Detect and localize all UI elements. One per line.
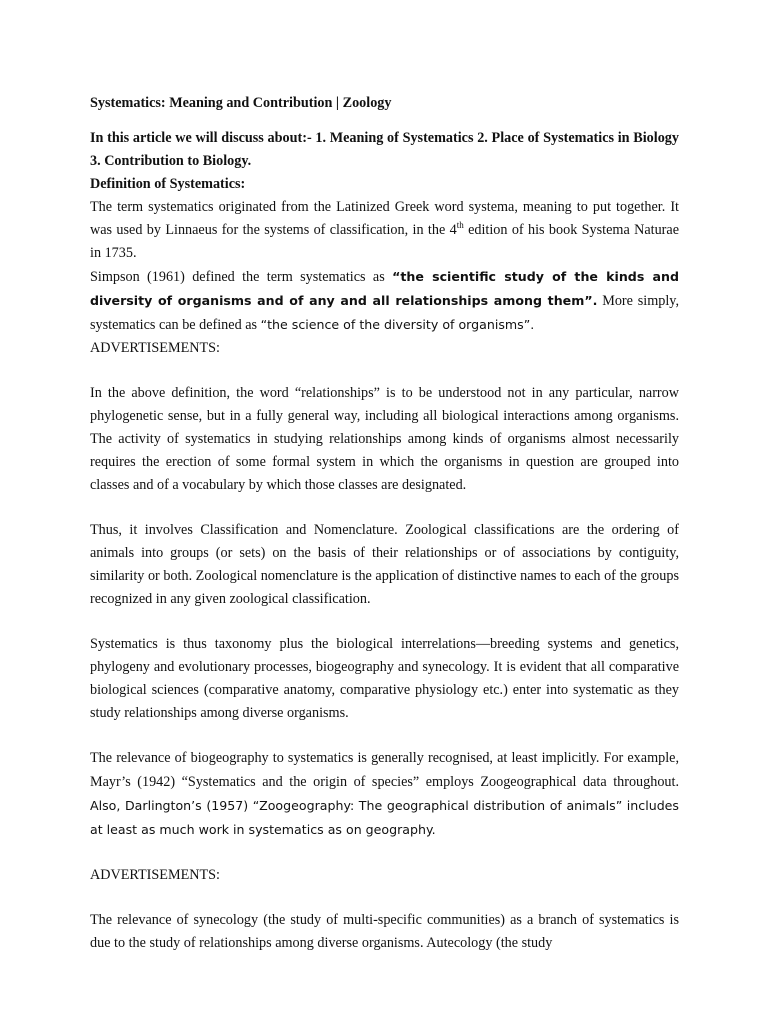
simpson-text-b: More simply, systematics can be defined as (90, 293, 679, 333)
paragraph-biogeography (90, 747, 679, 842)
paragraph-etymology-text-b: edition of his book Systema Naturae in 1735. (90, 222, 679, 261)
article-intro: In this article we will discuss about:- 1. Meaning of Systematics 2. Place of Systematics in Biology 3. Contribution to Biology. (90, 130, 679, 169)
biogeography-text-a: The relevance of biogeography to systematics is generally recognised, at least implicitly. For example, Mayr’s (1942) “Systematics and the origin of species” employs Zoogeographical data throughout. (90, 750, 679, 790)
advertisements-label-2: ADVERTISEMENTS: (90, 867, 220, 883)
article-title: Systematics: Meaning and Contribution | Zoology (90, 95, 392, 111)
definition-heading: Definition of Systematics: (90, 176, 246, 192)
paragraph-etymology (90, 196, 679, 265)
simpson-text-c: “the science of the diversity of organisms”. (260, 317, 535, 332)
biogeography-text-b: Also, Darlington’s (1957) “Zoogeography: The geographical distribution of animals” includes at least as much work in systematics as on geography. (90, 798, 679, 837)
simpson-quote: “the scientific study of the kinds and diversity of organisms and of any and all relationships among them”. (90, 269, 679, 308)
paragraph-synecology: The relevance of synecology (the study of multi-specific communities) as a branch of systematics is due to the study of relationships among diverse organisms. Autecology (the study (90, 912, 679, 951)
paragraph-etymology-text-a: The term systematics originated from the Latinized Greek word systema, meaning to put together. It was used by Linnaeus for the systems of classification, in the 4 (90, 199, 679, 238)
ordinal-superscript: th (456, 220, 464, 230)
advertisements-label-1: ADVERTISEMENTS: (90, 340, 220, 356)
paragraph-relationships: In the above definition, the word “relationships” is to be understood not in any particular, narrow phylogenetic sense, but in a fully general way, including all biological interactions among organisms. The activity of systematics in studying relationships among kinds of organisms almost necessarily requires the erection of some formal system in which the organisms in question are grouped into classes and of a vocabulary by which those classes are designated. (90, 385, 679, 493)
paragraph-simpson-definition (90, 265, 679, 337)
paragraph-taxonomy: Systematics is thus taxonomy plus the biological interrelations—breeding systems and genetics, phylogeny and evolutionary processes, biogeography and synecology. It is evident that all comparative biological sciences (comparative anatomy, comparative physiology etc.) enter into systematic as they study relationships among diverse organisms. (90, 636, 679, 721)
simpson-text-a: Simpson (1961) defined the term systematics as (90, 269, 393, 285)
paragraph-classification: Thus, it involves Classification and Nomenclature. Zoological classifications are the ordering of animals into groups (or sets) on the basis of their relationships or of associations by contiguity, similarity or both. Zoological nomenclature is the application of distinctive names to each of the groups recognized in any given zoological classification. (90, 522, 679, 607)
